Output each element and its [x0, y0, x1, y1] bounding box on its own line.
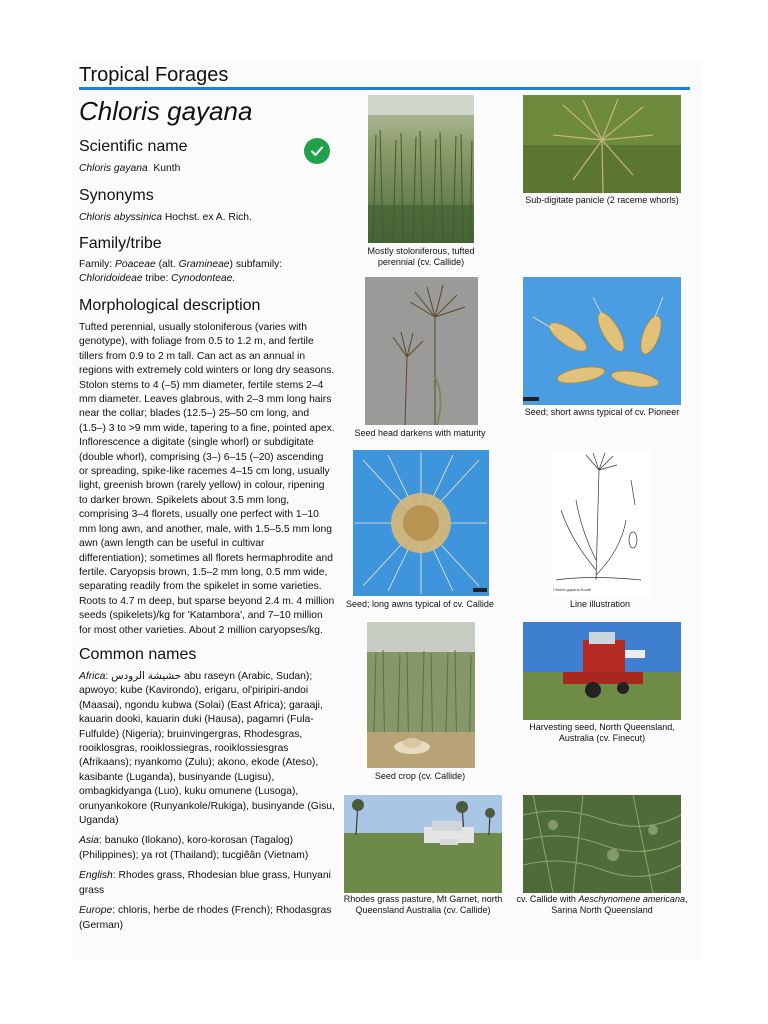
scientific-name-text: Chloris gayana Kunth — [79, 163, 181, 174]
common-names-africa: Africa: حشيشة الرودس abu raseyn (Arabic, Sudan); apwoyo; kube (Kavirondo), erigaru, ol'piripiri-andoi (Maasai), ngondu kubwa (Solai) (East Africa); garaaji, kauarin dooki, kauarin duki (Hausa), pagamri (Fula-Fulfulde) (Nigeria); bruinvingergras, Rhodesgras, rooiklosgras, rooiklossiegras, rooiklossiesgras (Afrikaans); nyankomo (Zulu); akono, ekode (Ateso), kasibante (Luganda), businyande (Lugisu), ombagkidyanga (Luo), kuku omunene (Lusoga), orunyankokore (Runyankole/Rukiga), businyande (Gisu, Uganda) — [79, 671, 335, 827]
photo-sub-digitate-panicle — [523, 95, 681, 193]
caption-f5: Seed; long awns typical of cv. Callide — [346, 599, 494, 609]
heading-synonyms: Synonyms — [79, 187, 154, 204]
illustration-line-drawing — [551, 450, 651, 596]
heading-scientific-name: Scientific name — [79, 138, 188, 155]
caption-f3: Seed head darkens with maturity — [354, 428, 486, 438]
photo-tufted-perennial — [368, 95, 474, 243]
photo-seed-short-awns — [523, 277, 681, 405]
photo-seed-head — [365, 277, 478, 425]
common-names-english: English: Rhodes grass, Rhodesian blue grass, Hunyani grass — [79, 870, 331, 896]
morphological-description-text: Tufted perennial, usually stoloniferous (varies with genotype), with foliage from 0.5 to 1.2 m, and fertile tillers from 0.9 to 2 m tall. Can act as an annual in regions with extremely cold winters or long dry seasons. Stolon stems to 4 (–5) mm diameter, fertile stems 2–4 mm diameter. Leaves glabrous, with 2–3 mm long hairs near the collar; blades (12.5–) 25–50 cm long, and (1.5–) 3 to >9 mm wide, tapering to a fine, pointed apex. Inflorescence a digitate (single whorl) or subdigitate (double whorl), comprising (3–) 6–15 (–20) ascending or spreading, spike-like racemes 4–15 cm long, usually light, greenish brown (rarely yellow) in colour, ripening to darker brown. Spikelets about 3.5 mm long, comprising 3–4 florets, usually one perfect with 1–10 mm long awn, and another, male, with 1.5–5.5 mm long awn (awn length can be useful in cultivar differentiation); sometimes all florets hermaphrodite and fertile. Caryopsis brown, 1.5–2 mm long, 0.5 mm wide, separating readily from the spikelet in some varieties. Roots to 4.7 m deep, but sparse beyond 2.4 m. 4 million seeds (spikelets)/kg for 'Katambora', and 7–10 million for most other varieties. About 2 million caryopses/kg. — [79, 322, 335, 636]
caption-f8: Harvesting seed, North Queensland, Australia (cv. Finecut) — [529, 722, 675, 743]
common-names-asia: Asia: banuko (Ilokano), koro-korosan (Tagalog) (Philippines); ya rot (Thailand); tucgiêân (Vietnam) — [79, 835, 309, 861]
title-rule — [79, 87, 690, 90]
photo-harvesting-seed — [523, 622, 681, 720]
heading-common-names: Common names — [79, 646, 197, 663]
photo-rhodes-grass-pasture — [344, 795, 502, 893]
heading-morphological-description: Morphological description — [79, 297, 261, 314]
caption-f1: Mostly stoloniferous, tufted perennial (cv. Callide) — [367, 246, 475, 267]
photo-callide-aeschynomene — [523, 795, 681, 893]
illustration-legend: Chloris gayana Kunth — [553, 587, 592, 592]
verified-check-icon — [304, 138, 330, 164]
caption-f2: Sub-digitate panicle (2 raceme whorls) — [525, 195, 679, 205]
caption-f9: Rhodes grass pasture, Mt Garnet, north Queensland Australia (cv. Callide) — [343, 894, 503, 915]
common-names-text — [79, 670, 335, 939]
caption-f6: Line illustration — [569, 599, 631, 609]
caption-f7: Seed crop (cv. Callide) — [374, 771, 466, 781]
photo-seed-crop — [367, 622, 475, 768]
synonyms-text: Chloris abyssinica Hochst. ex A. Rich. — [79, 212, 252, 223]
photo-seed-long-awns — [353, 450, 489, 596]
family-tribe-text: Family: Poaceae (alt. Gramineae) subfamily: Chloridoideae tribe: Cynodonteae. — [79, 259, 283, 285]
species-title: Chloris gayana — [79, 96, 253, 126]
caption-f4: Seed; short awns typical of cv. Pioneer — [524, 407, 680, 417]
site-title: Tropical Forages — [79, 64, 229, 86]
caption-f10: cv. Callide with Aeschynomene americana, Sarina North Queensland — [516, 894, 688, 915]
heading-family-tribe: Family/tribe — [79, 235, 162, 252]
common-names-europe: Europe: chloris, herbe de rhodes (French); Rhodasgras (German) — [79, 905, 332, 931]
